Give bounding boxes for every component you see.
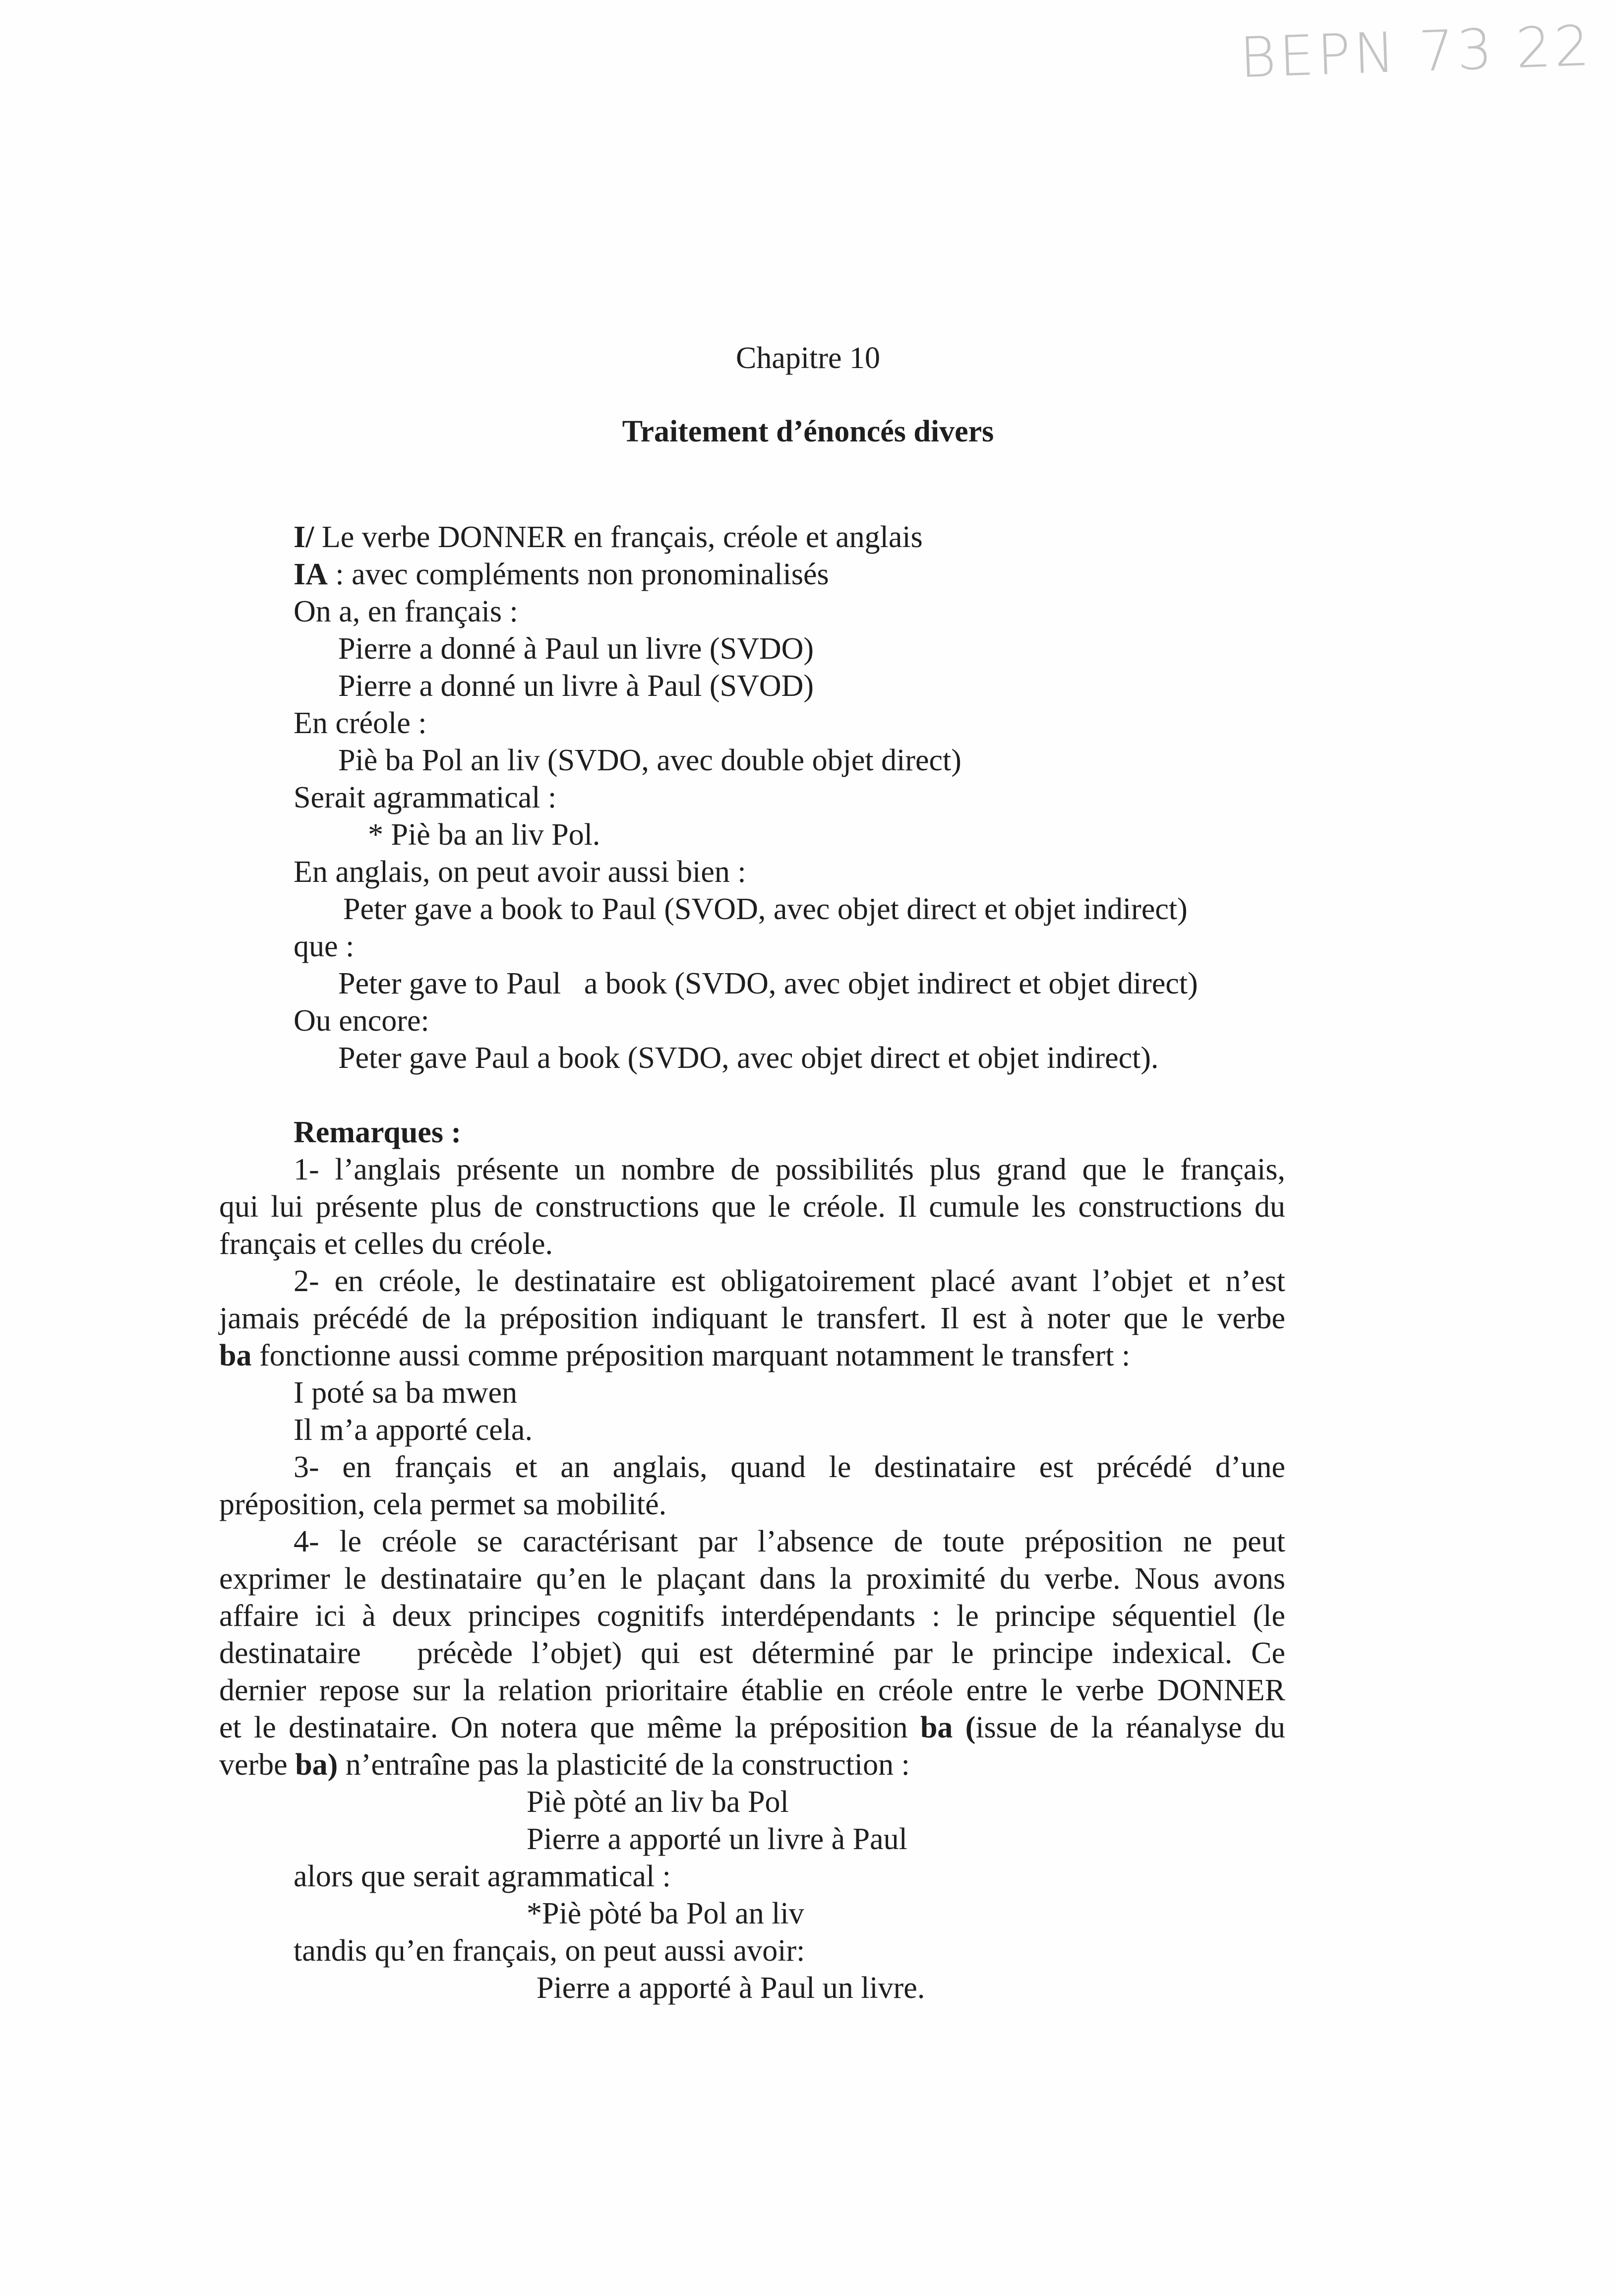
paragraph-line: préposition, cela permet sa mobilité. [219, 1488, 667, 1521]
paragraph-line: français et celles du créole. [219, 1227, 553, 1261]
example-line: Peter gave a book to Paul (SVOD, avec objet direct et objet indirect) [343, 892, 1188, 926]
chapter-heading: Chapitre 10 [736, 341, 880, 375]
example-line: Pierre a donné un livre à Paul (SVOD) [338, 669, 814, 703]
example-line: Peter gave Paul a book (SVDO, avec objet direct et objet indirect). [338, 1041, 1159, 1075]
example-line: Piè ba Pol an liv (SVDO, avec double objet direct) [338, 744, 961, 777]
text-line: En créole : [294, 706, 427, 740]
paragraph-line-text: n’entraîne pas la plasticité de la construction : [338, 1748, 910, 1782]
paragraph-line-text: issue de la réanalyse du [975, 1711, 1285, 1744]
example-line: Peter gave to Paul a book (SVDO, avec objet indirect et objet direct) [338, 967, 1198, 1000]
bold-term: ba) [295, 1748, 338, 1782]
text-line: Serait agrammatical : [294, 781, 557, 814]
example-line: Pierre a apporté un livre à Paul [527, 1822, 907, 1856]
paragraph-line-text: et le destinataire. On notera que même la préposition [219, 1711, 920, 1744]
page-title: Traitement d’énoncés divers [622, 415, 994, 448]
paragraph-line: 4- le créole se caractérisant par l’absence de toute préposition ne peut [294, 1525, 1285, 1558]
text-line: Ou encore: [294, 1004, 429, 1038]
handwritten-annotation: BEPN 73 22 [1238, 13, 1594, 91]
paragraph-line: 1- l’anglais présente un nombre de possibilités plus grand que le français, [294, 1153, 1285, 1186]
section-number: I/ [294, 520, 314, 554]
section-heading-text: Le verbe DONNER en français, créole et anglais [314, 520, 923, 554]
text-line: tandis qu’en français, on peut aussi avoir: [294, 1934, 805, 1968]
paragraph-line: dernier repose sur la relation prioritaire établie en créole entre le verbe DONNER [219, 1674, 1285, 1707]
text-line: On a, en français : [294, 595, 518, 628]
paragraph-line: 2- en créole, le destinataire est obligatoirement placé avant l’objet et n’est [294, 1264, 1285, 1298]
paragraph-line: qui lui présente plus de constructions que le créole. Il cumule les constructions du [219, 1190, 1285, 1224]
paragraph-line: 3- en français et an anglais, quand le destinataire est précédé d’une [294, 1450, 1285, 1484]
example-line: Pierre a donné à Paul un livre (SVDO) [338, 632, 814, 666]
paragraph-line: jamais précédé de la préposition indiquant le transfert. Il est à noter que le verbe [219, 1302, 1285, 1335]
subsection-heading-text: : avec compléments non pronominalisés [327, 558, 829, 591]
paragraph-line: destinataire précède l’objet) qui est déterminé par le principe indexical. Ce [219, 1636, 1285, 1670]
example-line: Pierre a apporté à Paul un livre. [537, 1971, 925, 2005]
example-line: Piè pòté an liv ba Pol [527, 1785, 789, 1819]
paragraph-line [219, 1337, 1285, 1374]
subsection-number: IA [294, 558, 328, 591]
text-line: En anglais, on peut avoir aussi bien : [294, 855, 746, 889]
subsection-heading [294, 556, 829, 593]
section-heading [294, 519, 923, 556]
paragraph-line [219, 1709, 1285, 1746]
example-line: * Piè ba an liv Pol. [368, 818, 600, 852]
paragraph-line-text: fonctionne aussi comme préposition marquant notamment le transfert : [251, 1339, 1131, 1372]
bold-term: ba [219, 1339, 252, 1372]
paragraph-line: affaire ici à deux principes cognitifs interdépendants : le principe séquentiel (le [219, 1599, 1285, 1633]
paragraph-line [219, 1746, 910, 1783]
example-line: Il m’a apporté cela. [294, 1413, 533, 1447]
paragraph-line-text: verbe [219, 1748, 296, 1782]
paragraph-line: exprimer le destinataire qu’en le plaçant dans la proximité du verbe. Nous avons [219, 1562, 1285, 1596]
text-line: alors que serait agrammatical : [294, 1860, 671, 1893]
bold-term: ba ( [920, 1711, 976, 1744]
remarks-heading: Remarques : [294, 1116, 462, 1149]
example-line: *Piè pòté ba Pol an liv [527, 1897, 804, 1930]
text-line: que : [294, 930, 355, 963]
example-line: I poté sa ba mwen [294, 1376, 518, 1410]
